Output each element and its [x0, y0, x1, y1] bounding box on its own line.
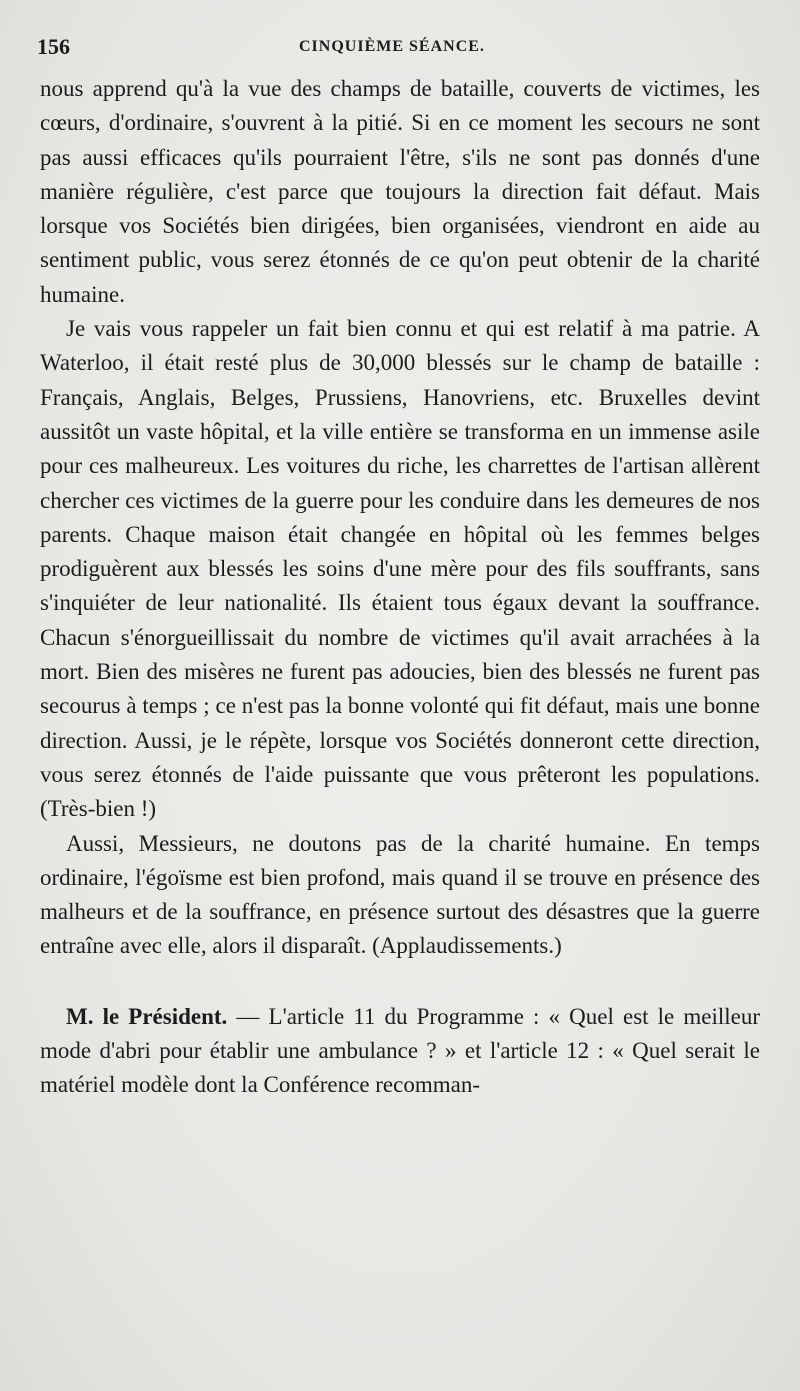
paragraph-4 [40, 1000, 760, 1103]
paragraph-2: Je vais vous rappeler un fait bien connu et qui est relatif à ma patrie. A Waterloo, il était resté plus de 30,000 blessés sur le champ de bataille : Français, Anglais, Belges, Prussiens, Hanovriens, etc. Bruxelles devint aussitôt un vaste hôpital, et la ville entière se transforma en un immense asile pour ces malheureux. Les voitures du riche, les charrettes de l'artisan allèrent chercher ces victimes de la guerre pour les conduire dans les demeures de nos parents. Chaque maison était changée en hôpital où les femmes belges prodiguèrent aux blessés les soins d'une mère pour des fils souffrants, sans s'inquiéter de leur nationalité. Ils étaient tous égaux devant la souffrance. Chacun s'énorgueillissait du nombre de victimes qu'il avait arrachées à la mort. Bien des misères ne furent pas adoucies, bien des blessés ne furent pas secourus à temps ; ce n'est pas la bonne volonté qui fit défaut, mais une bonne direction. Aussi, je le répète, lorsque vos Sociétés donneront cette direction, vous serez étonnés de l'aide puissante que vous prêteront les populations. (Très-bien !) [40, 316, 760, 822]
paragraph-gap [40, 964, 760, 1000]
page-number: 156 [37, 34, 70, 59]
paragraph-3: Aussi, Messieurs, ne doutons pas de la charité humaine. En temps ordinaire, l'égoïsme est bien profond, mais quand il se trouve en présence des malheurs et de la souffrance, en présence surtout des désastres que la guerre entraîne avec elle, alors il disparaît. (Applaudissements.) [40, 830, 760, 959]
body-text [40, 72, 760, 1103]
running-head: CINQUIÈME SÉANCE. [299, 38, 485, 55]
page-header [37, 34, 763, 60]
speaker-name: M. le Président. [66, 1003, 228, 1029]
speaker-text: — L'article 11 du Programme : « Quel est le meilleur mode d'abri pour établir une ambulance ? » et l'article 12 : « Quel serait le matériel modèle dont la Conférence recomman- [40, 1003, 760, 1098]
paragraph-1: nous apprend qu'à la vue des champs de bataille, couverts de victimes, les cœurs, d'ordinaire, s'ouvrent à la pitié. Si en ce moment les secours ne sont pas aussi efficaces qu'ils pourraient l'être, s'ils ne sont pas donnés d'une manière régulière, c'est parce que toujours la direction fait défaut. Mais lorsque vos Sociétés bien dirigées, bien organisées, viendront en aide au sentiment public, vous serez étonnés de ce qu'on peut obtenir de la charité humaine. [40, 76, 760, 307]
